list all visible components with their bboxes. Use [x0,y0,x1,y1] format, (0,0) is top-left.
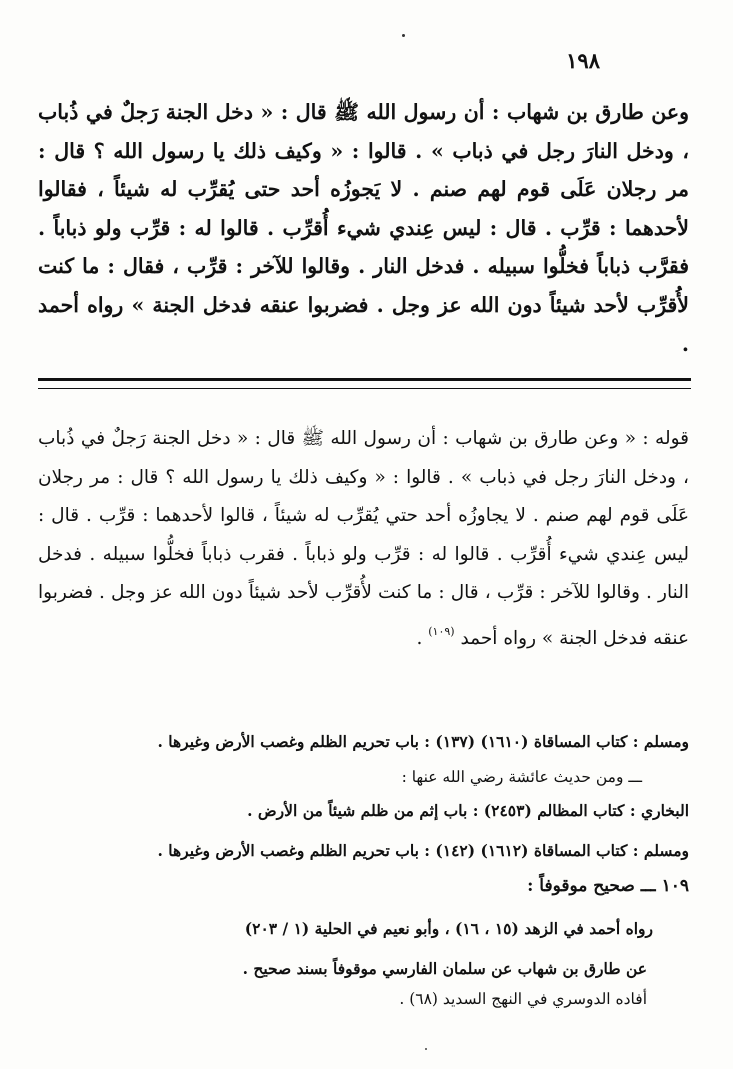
page-number: ١٩٨ [566,48,600,73]
section-divider [38,378,691,389]
footnote-line-dawsari: أفاده الدوسري في النهج السديد (٦٨) . [399,990,647,1008]
commentary-body: قوله : « وعن طارق بن شهاب : أن رسول الله ﷺ قال : « دخل الجنة رَجلٌ في ذُباب ، ودخل النارَ رجل في ذباب » . قالوا : « وكيف ذلك يا رسول الله ؟ قال : مر رجلان عَلَى قوم لهم صنم . لا يجاوزُه أحد حتي يُقرِّب له شيئاً ، قالوا لأحدهما : قرِّب . قال : ليس عِندي شيء أُقرِّب . قالوا له : قرِّب ولو ذباباً . فقرب ذباباً فخلُّوا سبيله . فدخل النار . وقالوا للآخر : قرِّب ، قال : ما كنت لأُقرِّب لأحد شيئاً دون الله عز وجل . فضربوا عنقه فدخل الجنة » رواه أحمد [38,428,690,649]
commentary-end: . [416,627,429,649]
hadith-text: وعن طارق بن شهاب : أن رسول الله ﷺ قال : « دخل الجنة رَجلٌ في ذُباب ، ودخل النارَ رجل في ذباب » . قالوا : « وكيف ذلك يا رسول الله ؟ قال : مر رجلان عَلَى قوم لهم صنم . لا يَجوزُه أحد حتى يُقرِّب له شيئاً ، فقالوا لأحدهما : قرِّب . قال : ليس عِندي شيء أُقرِّب . قالوا له : قرِّب ولو ذباباً . فقرَّب ذباباً فخلُّوا سبيله . فدخل النار . وقالوا للآخر : قرِّب ، فقال : ما كنت لأُقرِّب لأحد شيئاً دون الله عز وجل . فضربوا عنقه فدخل الجنة » رواه أحمد . [38,100,689,356]
commentary-text [38,420,689,658]
footnote-line-bukhari: البخاري : كتاب المظالم (٢٤٥٣) : باب إثم من ظلم شيئاً من الأرض . [247,801,689,820]
footnote-line-salman: عن طارق بن شهاب عن سلمان الفارسي موقوفاً بسند صحيح . [242,959,647,978]
footnote-line-muslim-2: ومسلم : كتاب المساقاة (١٦١٢) (١٤٢) : باب تحريم الظلم وغصب الأرض وغيرها . [157,841,689,860]
footnote-heading-109: ١٠٩ ـــ صحيح موقوفاً : [527,876,689,896]
footnote-line-muslim-1: ومسلم : كتاب المساقاة (١٦١٠) (١٣٧) : باب تحريم الظلم وغصب الأرض وغيرها . [157,732,689,751]
top-dot [402,34,405,37]
footnote-reference: (١٠٩) [428,624,455,638]
footnote-line-aisha: ـــ ومن حديث عائشة رضي الله عنها : [401,768,642,786]
bottom-dot [425,1048,427,1050]
footnote-line-ahmad-zuhd: رواه أحمد في الزهد (١٥ ، ١٦) ، وأبو نعيم في الحلية (١ / ٢٠٣) [244,919,653,938]
